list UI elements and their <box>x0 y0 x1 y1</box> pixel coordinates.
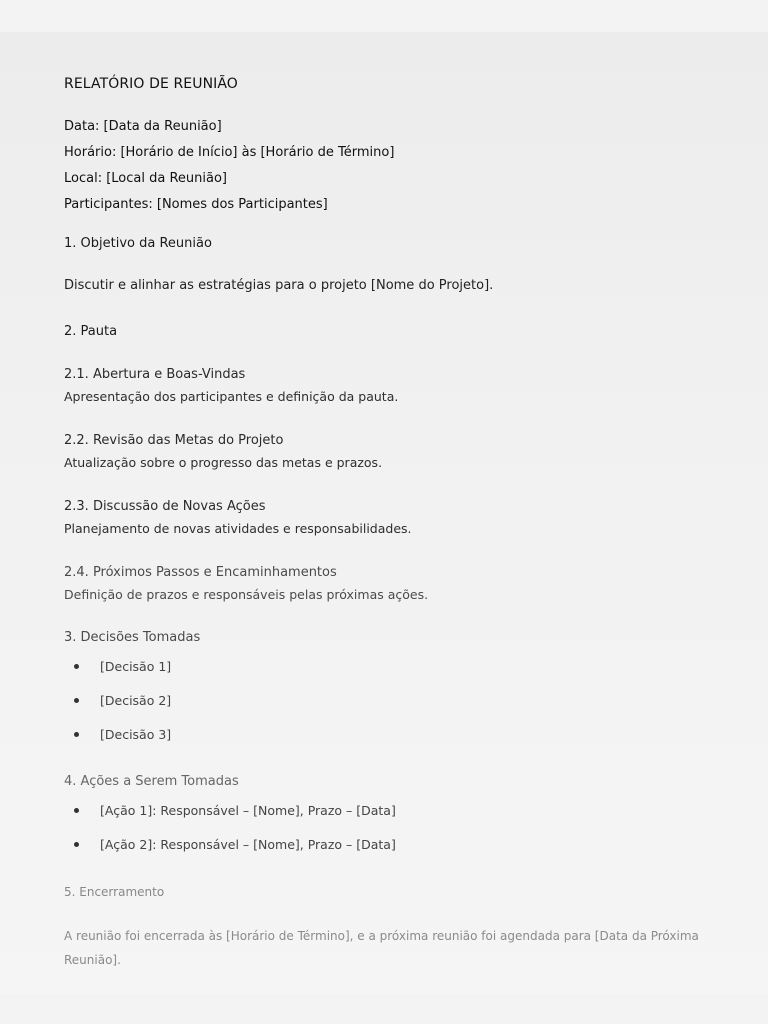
list-item <box>64 834 736 868</box>
section-agenda-heading: 2. Pauta <box>64 324 118 339</box>
meeting-date: Data: [Data da Reunião] <box>64 119 222 134</box>
decision-text: [Decisão 1] <box>100 659 172 674</box>
meeting-info <box>64 114 736 218</box>
agenda-item-title: 2.3. Discussão de Novas Ações <box>64 499 266 514</box>
agenda-item-title: 2.2. Revisão das Metas do Projeto <box>64 433 284 448</box>
agenda-item <box>64 430 736 474</box>
agenda-item <box>64 364 736 408</box>
bullet-icon <box>74 808 79 813</box>
list-item <box>64 656 736 690</box>
list-item <box>64 690 736 724</box>
bullet-icon <box>74 664 79 669</box>
agenda-item-title: 2.1. Abertura e Boas-Vindas <box>64 367 246 382</box>
section-objective-text: Discutir e alinhar as estratégias para o projeto [Nome do Projeto]. <box>64 278 494 293</box>
agenda-item-description: Definição de prazos e responsáveis pelas próximas ações. <box>64 587 429 602</box>
section-actions-heading: 4. Ações a Serem Tomadas <box>64 774 239 789</box>
agenda-item-description: Apresentação dos participantes e definição da pauta. <box>64 389 399 404</box>
bullet-icon <box>74 732 79 737</box>
document-page <box>0 32 768 994</box>
meeting-place: Local: [Local da Reunião] <box>64 171 227 186</box>
section-objective-heading: 1. Objetivo da Reunião <box>64 236 212 251</box>
decisions-list <box>64 656 736 758</box>
section-closing-heading: 5. Encerramento <box>64 885 165 899</box>
bullet-icon <box>74 842 79 847</box>
agenda-item <box>64 562 736 606</box>
section-decisions-heading: 3. Decisões Tomadas <box>64 630 201 645</box>
action-text: [Ação 2]: Responsável – [Nome], Prazo – [Data] <box>100 837 396 852</box>
agenda-item-title: 2.4. Próximos Passos e Encaminhamentos <box>64 565 337 580</box>
list-item <box>64 800 736 834</box>
decision-text: [Decisão 2] <box>100 693 172 708</box>
document-body <box>64 74 736 972</box>
decision-text: [Decisão 3] <box>100 727 172 742</box>
section-closing-text: A reunião foi encerrada às [Horário de Término], e a próxima reunião foi agendada para [Data da Próxima Reunião]. <box>64 929 699 967</box>
agenda-item-description: Planejamento de novas atividades e responsabilidades. <box>64 521 412 536</box>
agenda-item-description: Atualização sobre o progresso das metas e prazos. <box>64 455 383 470</box>
meeting-time: Horário: [Horário de Início] às [Horário de Término] <box>64 145 395 160</box>
document-title: RELATÓRIO DE REUNIÃO <box>64 76 238 92</box>
actions-list <box>64 800 736 868</box>
list-item <box>64 724 736 758</box>
bullet-icon <box>74 698 79 703</box>
agenda-item <box>64 496 736 540</box>
action-text: [Ação 1]: Responsável – [Nome], Prazo – [Data] <box>100 803 396 818</box>
meeting-participants: Participantes: [Nomes dos Participantes] <box>64 197 328 212</box>
